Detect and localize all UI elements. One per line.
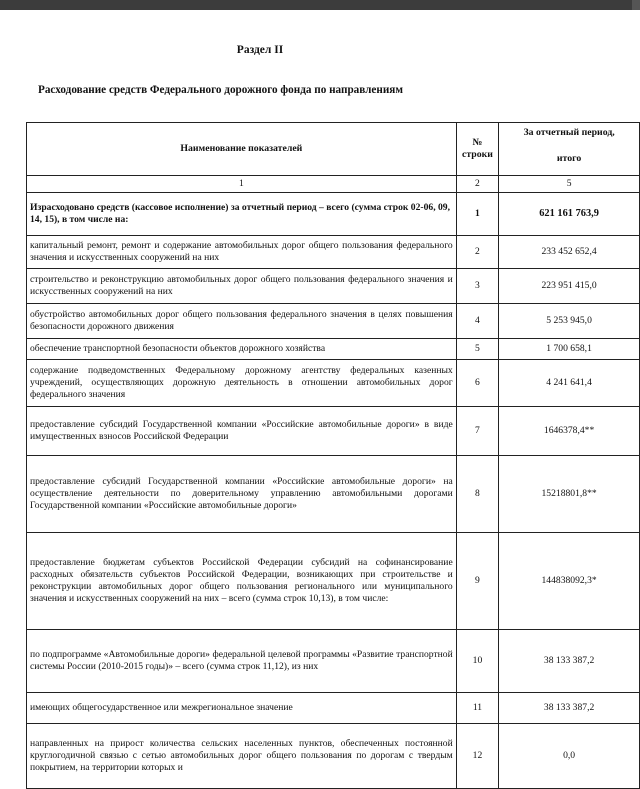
row-number: 7: [456, 407, 498, 456]
row-value: 1 700 658,1: [499, 339, 640, 360]
header-value-line1: За отчетный период,: [499, 123, 640, 144]
row-name: направленных на прирост количества сельских населенных пунктов, обеспеченных постоянной круглогодичной связью с сетью автомобильных дорог общего пользования по дорогам с твердым покрытием, на территории которых и: [27, 724, 457, 789]
row-name: Израсходовано средств (кассовое исполнение) за отчетный период – всего (сумма строк 02-06, 09, 14, 15), в том числе на:: [27, 193, 457, 236]
row-value: 144838092,3*: [499, 533, 640, 630]
row-value: 0,0: [499, 724, 640, 789]
row-value: 1646378,4**: [499, 407, 640, 456]
row-number: 8: [456, 456, 498, 533]
row-name: капитальный ремонт, ремонт и содержание автомобильных дорог общего пользования федерального значения и искусственных сооружений на них: [27, 236, 457, 269]
table-header-row: [27, 123, 640, 144]
expenditure-table: [26, 122, 640, 789]
header-num-line2: строки: [461, 149, 493, 160]
row-name: обустройство автомобильных дорог общего пользования федерального значения в целях повышения безопасности дорожного движения: [27, 304, 457, 339]
document-page: [0, 10, 640, 773]
document-title: Расходование средств Федерального дорожного фонда по направлениям: [38, 84, 403, 96]
table-row: [27, 193, 640, 236]
row-value: 38 133 387,2: [499, 693, 640, 724]
row-value: 223 951 415,0: [499, 269, 640, 304]
column-index-row: [27, 176, 640, 193]
table-row: [27, 304, 640, 339]
row-number: 2: [456, 236, 498, 269]
section-title: Раздел II: [236, 44, 284, 56]
row-value: 233 452 652,4: [499, 236, 640, 269]
window-top-bar: [0, 0, 640, 10]
row-number: 6: [456, 360, 498, 407]
row-number: 11: [456, 693, 498, 724]
row-name: имеющих общегосударственное или межрегиональное значение: [27, 693, 457, 724]
header-name: Наименование показателей: [27, 123, 457, 176]
index-cell-2: 2: [456, 176, 498, 193]
row-name: предоставление бюджетам субъектов Российской Федерации субсидий на софинансирование расходных обязательств субъектов Российской Федерации, возникающих при строительстве и реконструкции автомобильных дорог общего пользования регионального или муниципального значения и искусственных сооружений на них – всего (сумма строк 10,13), в том числе:: [27, 533, 457, 630]
row-number: 10: [456, 630, 498, 693]
row-name: обеспечение транспортной безопасности объектов дорожного хозяйства: [27, 339, 457, 360]
header-num-line1: №: [472, 137, 483, 148]
row-number: 12: [456, 724, 498, 789]
row-name: строительство и реконструкцию автомобильных дорог общего пользования федерального значения и искусственных сооружений на них: [27, 269, 457, 304]
table-row: [27, 456, 640, 533]
index-cell-1: 1: [27, 176, 457, 193]
header-row-number: [456, 123, 498, 176]
row-name: по подпрограмме «Автомобильные дороги» федеральной целевой программы «Развитие транспортной системы России (2010-2015 годы)» – всего (сумма строк 11,12), из них: [27, 630, 457, 693]
table-row: [27, 339, 640, 360]
row-name: содержание подведомственных Федеральному дорожному агентству федеральных казенных учреждений, осуществляющих дорожную деятельность в отношении автомобильных дорог федерального значения: [27, 360, 457, 407]
row-number: 9: [456, 533, 498, 630]
row-number: 3: [456, 269, 498, 304]
row-number: 1: [456, 193, 498, 236]
table-row: [27, 724, 640, 789]
table-row: [27, 407, 640, 456]
row-value: 4 241 641,4: [499, 360, 640, 407]
row-number: 4: [456, 304, 498, 339]
window-top-bar-edge: [632, 0, 640, 10]
table-row: [27, 360, 640, 407]
row-value: 5 253 945,0: [499, 304, 640, 339]
index-cell-3: 5: [499, 176, 640, 193]
row-name: предоставление субсидий Государственной компании «Российские автомобильные дороги» в виде имущественных взносов Российской Федерации: [27, 407, 457, 456]
table-row: [27, 630, 640, 693]
row-value: 15218801,8**: [499, 456, 640, 533]
row-value: 621 161 763,9: [499, 193, 640, 236]
table-row: [27, 236, 640, 269]
header-value-line2: итого: [499, 143, 640, 175]
table-row: [27, 269, 640, 304]
row-value: 38 133 387,2: [499, 630, 640, 693]
table-row: [27, 533, 640, 630]
row-number: 5: [456, 339, 498, 360]
row-name: предоставление субсидий Государственной компании «Российские автомобильные дороги» на осуществление деятельности по доверительному управлению автомобильными дорогами Государственной компании «Российские автомобильные дороги»: [27, 456, 457, 533]
table-row: [27, 693, 640, 724]
